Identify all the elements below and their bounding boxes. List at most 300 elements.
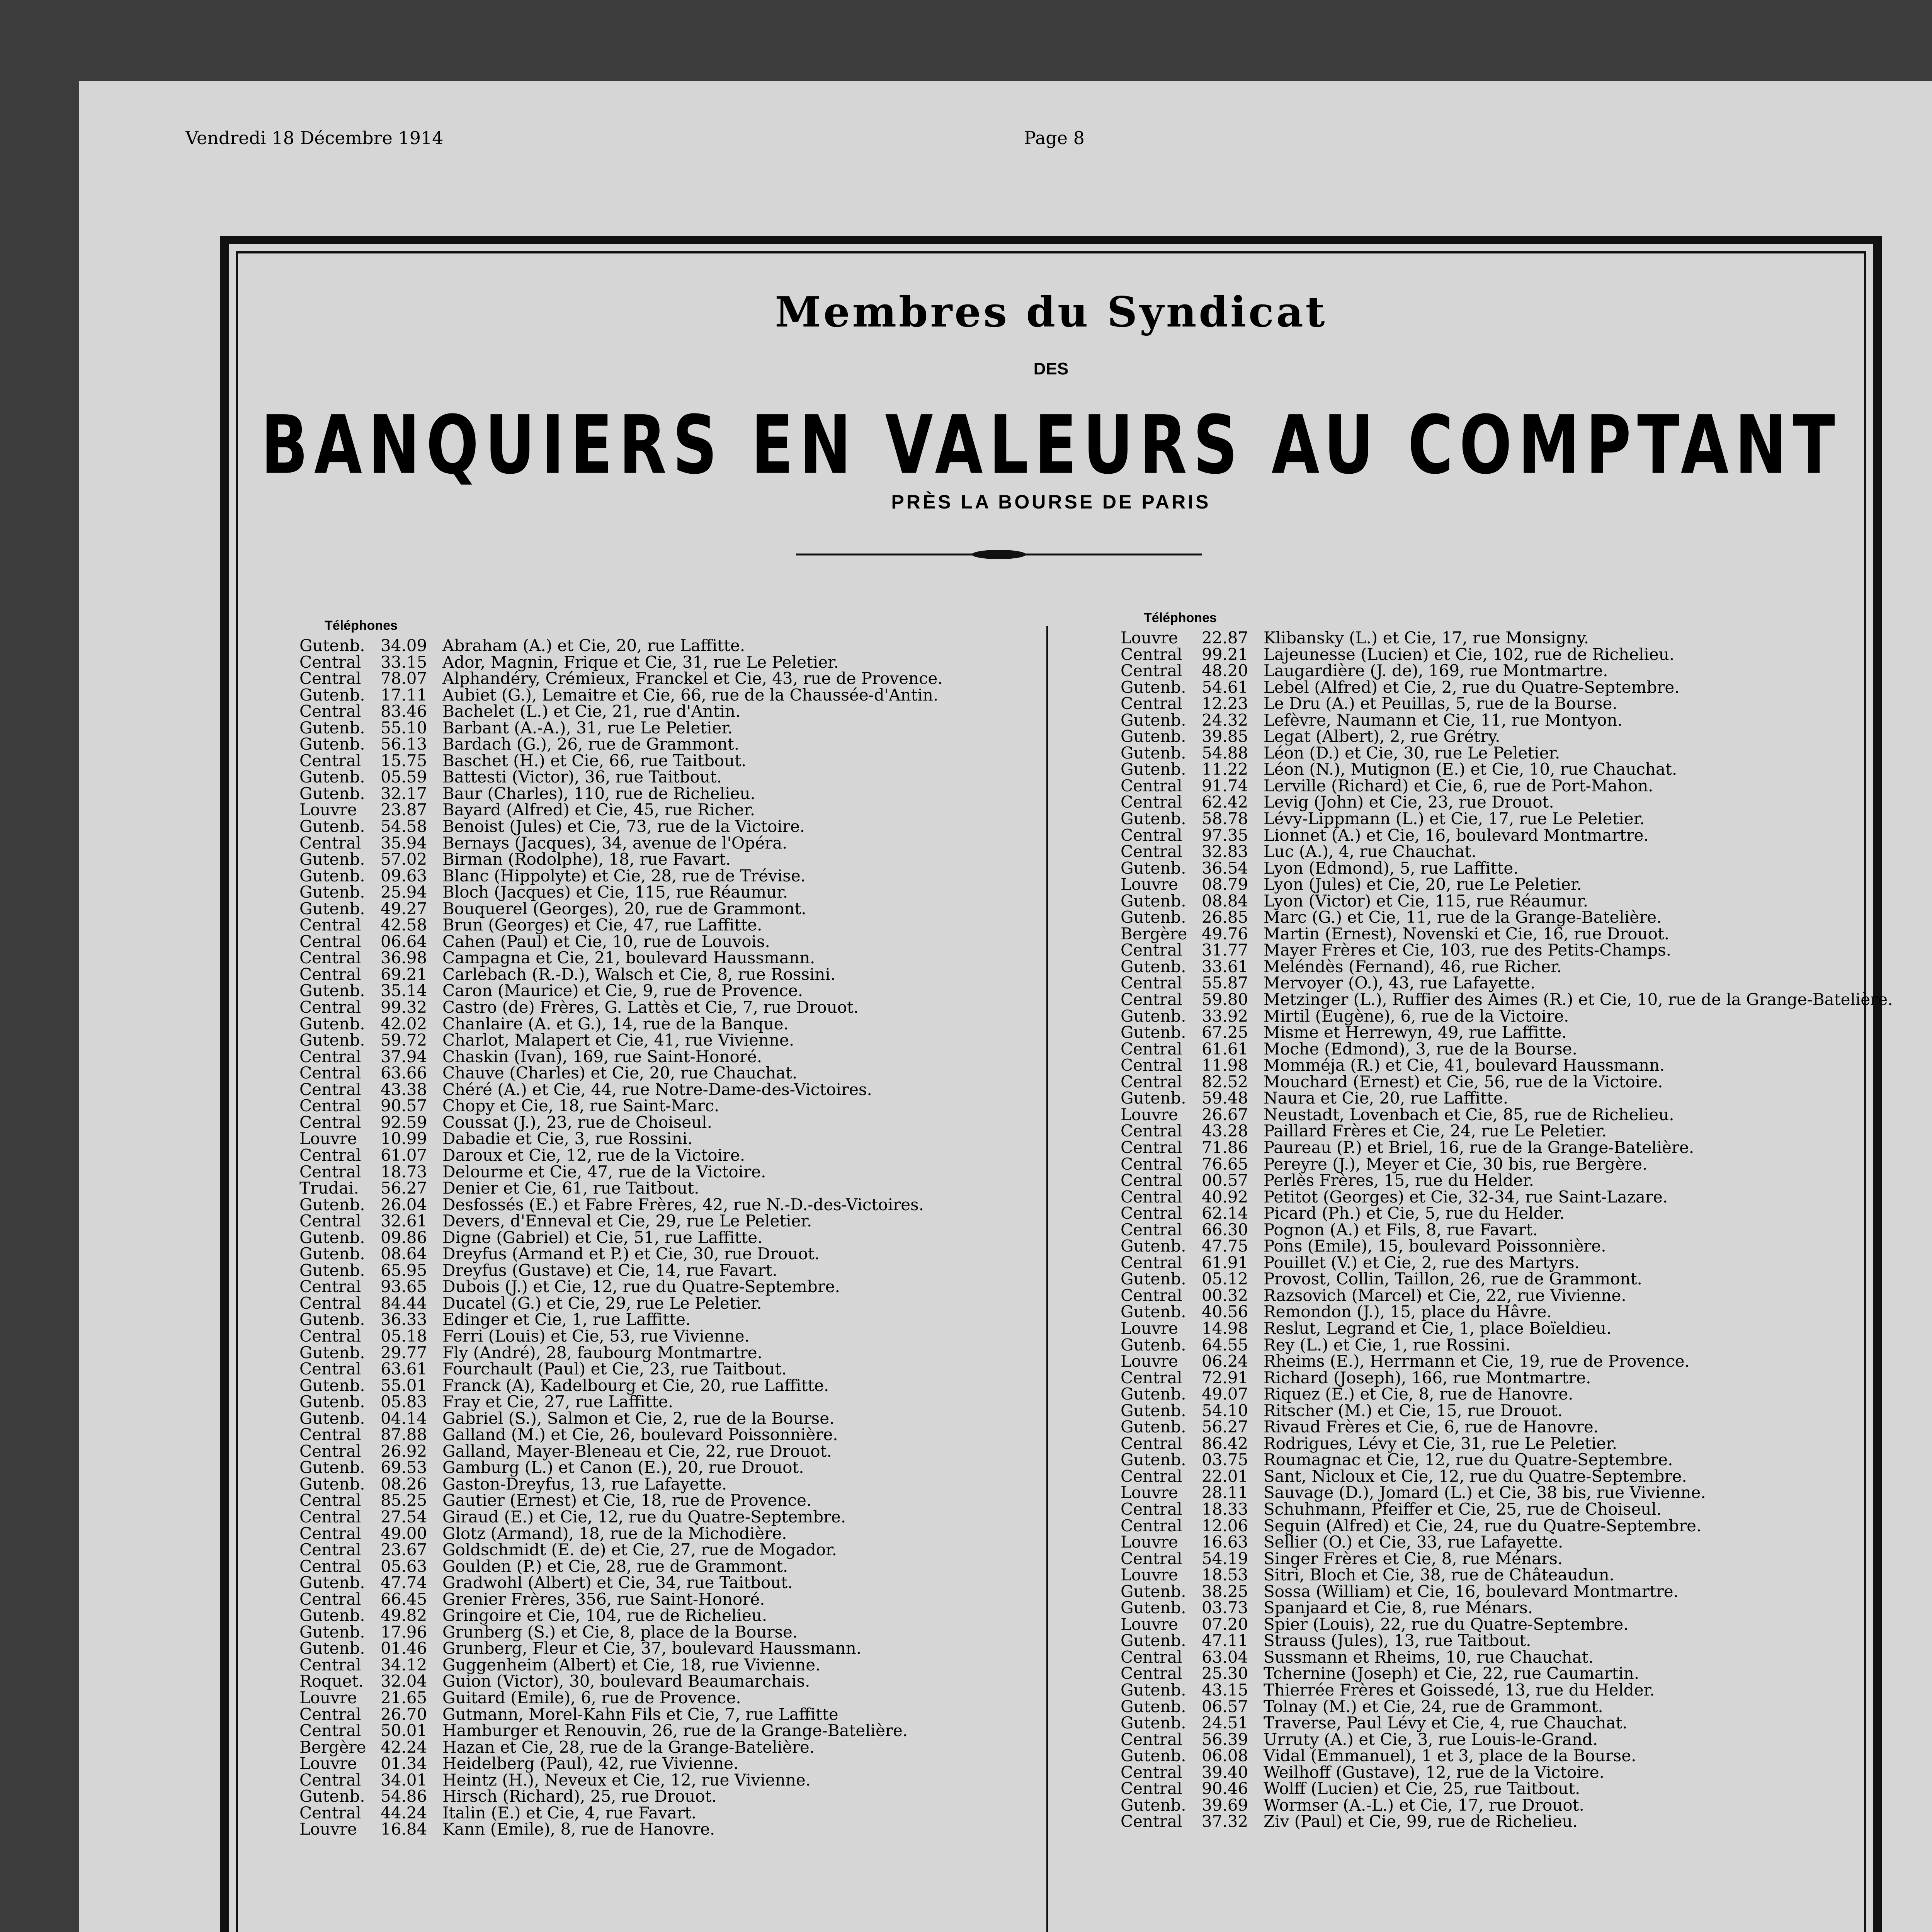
telephone-number: 56.13 [381,735,427,754]
member-entry: Sauvage (D.), Jomard (L.) et Cie, 38 bis, rue Vivienne. [1264,1483,1706,1502]
exchange-name: Gutenb. [299,1343,365,1362]
member-entry: Lyon (Edmond), 5, rue Laffitte. [1264,858,1519,878]
list-item [1121,1337,1893,1354]
exchange-name: Louvre [299,1688,357,1707]
exchange-name: Central [299,1326,361,1345]
list-item [299,1032,943,1049]
telephone-number: 09.86 [381,1228,427,1247]
exchange-name: Central [1121,1220,1182,1239]
exchange-name: Louvre [299,1129,357,1148]
exchange-name: Gutenb. [1121,1236,1186,1256]
telephone-number: 17.11 [381,685,427,704]
exchange-name: Louvre [1121,1352,1178,1371]
list-item [299,1098,943,1114]
telephone-number: 15.75 [381,751,427,770]
telephone-number: 54.88 [1202,743,1248,762]
list-item [299,1394,943,1410]
exchange-name: Central [299,833,361,852]
exchange-name: Louvre [299,1754,357,1773]
member-entry: Pouillet (V.) et Cie, 2, rue des Martyrs. [1264,1253,1580,1272]
exchange-name: Central [299,652,361,672]
list-item [299,1772,943,1789]
member-entry: Battesti (Victor), 36, rue Taitbout. [442,767,722,787]
exchange-name: Gutenb. [1121,1023,1186,1042]
member-entry: Lebel (Alfred) et Cie, 2, rue du Quatre-Septembre. [1264,677,1680,697]
list-item [1121,1041,1893,1058]
telephone-number: 32.04 [381,1672,427,1691]
exchange-name: Central [299,1491,361,1510]
list-item [1121,1567,1893,1583]
telephone-number: 37.32 [1202,1812,1248,1831]
list-item [1121,1715,1893,1731]
member-entry: Seguin (Alfred) et Cie, 24, rue du Quatre-Septembre. [1264,1516,1702,1535]
member-entry: Pereyre (J.), Meyer et Cie, 30 bis, rue Bergère. [1264,1154,1648,1173]
member-entry: Naura et Cie, 20, rue Laffitte. [1264,1088,1509,1108]
list-item [1121,1353,1893,1370]
telephone-number: 49.27 [381,899,427,918]
list-item [299,1509,943,1526]
exchange-name: Central [1121,1499,1182,1519]
telephone-number: 71.86 [1202,1138,1248,1157]
telephone-number: 63.66 [381,1063,427,1083]
telephone-number: 56.27 [381,1179,427,1198]
telephone-number: 26.85 [1202,908,1248,927]
exchange-name: Louvre [1121,875,1178,894]
exchange-name: Central [299,1080,361,1099]
exchange-name: Central [299,1112,361,1132]
member-entry: Momméja (R.) et Cie, 41, boulevard Haussmann. [1264,1056,1665,1075]
telephone-number: 59.48 [1202,1088,1248,1108]
list-item [299,1673,943,1690]
list-item [1121,827,1893,844]
telephone-number: 85.25 [381,1491,427,1510]
member-entry: Glotz (Armand), 18, rue de la Michodière. [442,1524,787,1543]
exchange-name: Central [1121,1253,1182,1272]
telephone-number: 64.55 [1202,1335,1248,1354]
member-entry: Provost, Collin, Taillon, 26, rue de Grammont. [1264,1269,1642,1289]
telephone-number: 24.32 [1202,710,1248,730]
list-item [1121,1616,1893,1633]
list-item [299,1016,943,1032]
member-entry: Carlebach (R.-D.), Walsch et Cie, 8, rue Rossini. [442,964,836,984]
exchange-name: Central [299,1096,361,1116]
telephone-number: 39.69 [1202,1795,1248,1815]
telephone-number: 82.52 [1202,1072,1248,1091]
exchange-name: Central [1121,1730,1182,1749]
telephone-number: 36.33 [381,1310,427,1329]
telephone-number: 17.96 [381,1622,427,1641]
member-entry: Mayer Frères et Cie, 103, rue des Petits-Champs. [1264,940,1672,960]
telephone-number: 43.38 [381,1080,427,1099]
list-item [1121,1699,1893,1715]
member-entry: Bernays (Jacques), 34, avenue de l'Opéra. [442,833,787,852]
member-entry: Gabriel (S.), Salmon et Cie, 2, rue de la Bourse. [442,1408,835,1428]
member-entry: Spanjaard et Cie, 8, rue Ménars. [1264,1598,1533,1617]
exchange-name: Central [1121,1154,1182,1173]
list-item [1121,1435,1893,1452]
telephone-number: 61.91 [1202,1253,1248,1272]
telephone-number: 47.75 [1202,1236,1248,1256]
telephone-number: 86.42 [1202,1434,1248,1453]
member-entry: Le Dru (A.) et Peuillas, 5, rue de la Bourse. [1264,694,1617,713]
member-entry: Mirtil (Eugène), 6, rue de la Victoire. [1264,1006,1569,1026]
list-item [299,769,943,786]
exchange-name: Louvre [299,800,357,820]
member-entry: Kann (Emile), 8, rue de Hanovre. [442,1820,715,1839]
exchange-name: Gutenb. [299,1787,365,1806]
member-entry: Italin (E.) et Cie, 4, rue Favart. [442,1803,697,1822]
list-item [1121,844,1893,860]
exchange-name: Gutenb. [299,1622,365,1641]
exchange-name: Central [1121,1812,1182,1831]
list-item [299,1213,943,1230]
member-entry: Richard (Joseph), 166, rue Montmartre. [1264,1368,1591,1387]
telephone-number: 06.24 [1202,1352,1248,1371]
exchange-name: Gutenb. [299,1639,365,1658]
telephone-number: 47.11 [1202,1631,1248,1650]
title-banquiers: BANQUIERS EN VALEURS AU COMPTANT [261,398,1841,492]
member-entry: Ducatel (G.) et Cie, 29, rue Le Peletier. [442,1293,762,1313]
member-entry: Barbant (A.-A.), 31, rue Le Peletier. [442,718,733,737]
exchange-name: Gutenb. [299,1474,365,1493]
exchange-name: Gutenb. [1121,1713,1186,1733]
member-entry: Sossa (William) et Cie, 16, boulevard Montmartre. [1264,1582,1679,1601]
exchange-name: Gutenb. [299,1244,365,1264]
list-item [299,1492,943,1509]
member-entry: Sellier (O.) et Cie, 33, rue Lafayette. [1264,1532,1563,1552]
exchange-name: Central [299,1063,361,1083]
list-item [1121,1748,1893,1764]
right-tel-header: Téléphones [1144,611,1217,625]
list-item [299,1739,943,1756]
telephone-number: 43.28 [1202,1121,1248,1141]
list-item [299,670,943,687]
list-item [299,1476,943,1493]
exchange-name: Central [299,932,361,951]
exchange-name: Central [1121,1072,1182,1091]
member-entry: Dubois (J.) et Cie, 12, rue du Quatre-Septembre. [442,1277,840,1296]
list-item [299,1558,943,1575]
list-item [299,1279,943,1295]
telephone-number: 32.17 [381,784,427,803]
telephone-number: 10.99 [381,1129,427,1148]
member-entry: Grunberg (S.) et Cie, 8, place de la Bourse. [442,1622,798,1641]
member-entry: Singer Frères et Cie, 8, rue Ménars. [1264,1549,1563,1568]
telephone-number: 12.06 [1202,1516,1248,1535]
exchange-name: Gutenb. [1121,1582,1186,1601]
left-member-list [299,638,943,1838]
member-entry: Gradwohl (Albert) et Cie, 34, rue Taitbout. [442,1573,793,1592]
exchange-name: Central [1121,1516,1182,1535]
exchange-name: Gutenb. [299,1195,365,1214]
list-item [1121,1813,1893,1830]
telephone-number: 55.10 [381,718,427,737]
exchange-name: Central [1121,1187,1182,1206]
telephone-number: 62.14 [1202,1204,1248,1223]
list-item [1121,794,1893,811]
exchange-name: Gutenb. [299,1573,365,1592]
exchange-name: Central [299,1770,361,1789]
exchange-name: Gutenb. [1121,1417,1186,1437]
exchange-name: Central [1121,990,1182,1009]
list-item [1121,1501,1893,1518]
list-item [1121,630,1893,646]
member-entry: Wolff (Lucien) et Cie, 25, rue Taitbout. [1264,1779,1580,1798]
list-item [1121,1172,1893,1189]
telephone-number: 34.12 [381,1655,427,1674]
list-item [1121,1255,1893,1271]
telephone-number: 61.61 [1202,1039,1248,1058]
member-entry: Ritscher (M.) et Cie, 15, rue Drouot. [1264,1401,1563,1420]
telephone-number: 90.57 [381,1096,427,1116]
list-item [299,917,943,934]
exchange-name: Trudai. [299,1179,359,1198]
exchange-name: Gutenb. [299,1031,365,1050]
list-item [299,983,943,999]
telephone-number: 05.59 [381,767,427,787]
member-entry: Rivaud Frères et Cie, 6, rue de Hanovre. [1264,1417,1599,1437]
member-entry: Levig (John) et Cie, 23, rue Drouot. [1264,793,1554,812]
exchange-name: Gutenb. [299,735,365,754]
exchange-name: Gutenb. [1121,1269,1186,1289]
exchange-name: Central [299,702,361,721]
list-item [1121,1551,1893,1567]
exchange-name: Central [1121,825,1182,845]
exchange-name: Gutenb. [1121,1384,1186,1404]
telephone-number: 66.30 [1202,1220,1248,1239]
list-item [1121,1304,1893,1320]
member-entry: Chauve (Charles) et Cie, 20, rue Chauchat. [442,1063,798,1083]
member-entry: Rey (L.) et Cie, 1, rue Rossini. [1264,1335,1511,1354]
list-item [1121,1057,1893,1074]
member-entry: Legat (Albert), 2, rue Grétry. [1264,727,1500,746]
member-entry: Petitot (Georges) et Cie, 32-34, rue Saint-Lazare. [1264,1187,1668,1206]
member-entry: Daroux et Cie, 12, rue de la Victoire. [442,1145,745,1165]
telephone-number: 11.22 [1202,760,1248,779]
telephone-number: 90.46 [1202,1779,1248,1798]
list-item [299,1459,943,1476]
exchange-name: Bergère [299,1737,366,1757]
list-item [299,1690,943,1706]
telephone-number: 22.87 [1202,628,1248,647]
member-entry: Campagna et Cie, 21, boulevard Haussmann. [442,948,815,968]
exchange-name: Central [299,1704,361,1724]
member-entry: Franck (A), Kadelbourg et Cie, 20, rue Laffitte. [442,1376,829,1395]
list-item [299,1624,943,1641]
telephone-number: 26.70 [381,1704,427,1724]
member-entry: Roumagnac et Cie, 12, rue du Quatre-Septembre. [1264,1450,1673,1469]
member-entry: Heidelberg (Paul), 42, rue Vivienne. [442,1754,739,1773]
list-item [299,1262,943,1279]
telephone-number: 66.45 [381,1589,427,1609]
page-number: Page 8 [1024,128,1085,148]
exchange-name: Louvre [1121,1614,1178,1634]
list-item [1121,1090,1893,1107]
exchange-name: Louvre [1121,1105,1178,1124]
exchange-name: Gutenb. [299,866,365,885]
list-item [1121,975,1893,992]
member-entry: Heintz (H.), Neveux et Cie, 12, rue Vivienne. [442,1770,811,1789]
telephone-number: 08.64 [381,1244,427,1264]
list-item [299,1575,943,1591]
telephone-number: 83.46 [381,702,427,721]
exchange-name: Central [1121,1138,1182,1157]
list-item [1121,959,1893,975]
exchange-name: Gutenb. [299,850,365,869]
list-item [299,1821,943,1838]
right-member-list [1121,630,1893,1830]
list-item [1121,1485,1893,1501]
exchange-name: Central [299,1293,361,1313]
exchange-name: Gutenb. [1121,1598,1186,1617]
list-item [299,1065,943,1082]
telephone-number: 18.73 [381,1162,427,1181]
telephone-number: 59.72 [381,1031,427,1050]
member-entry: Alphandéry, Crémieux, Franckel et Cie, 43, rue de Provence. [442,669,943,688]
exchange-name: Gutenb. [1121,858,1186,878]
list-item [299,1197,943,1213]
member-entry: Ziv (Paul) et Cie, 99, rue de Richelieu. [1264,1812,1578,1831]
telephone-number: 48.20 [1202,661,1248,680]
telephone-number: 87.88 [381,1425,427,1444]
telephone-number: 54.58 [381,817,427,836]
telephone-number: 23.67 [381,1540,427,1560]
telephone-number: 36.54 [1202,858,1248,878]
list-item [1121,778,1893,794]
member-entry: Pognon (A.) et Fils, 8, rue Favart. [1264,1220,1538,1239]
telephone-number: 47.74 [381,1573,427,1592]
column-divider [1046,626,1048,1932]
list-item [299,1131,943,1147]
member-entry: Bachelet (L.) et Cie, 21, rue d'Antin. [442,702,741,721]
list-item [299,1147,943,1164]
exchange-name: Gutenb. [1121,677,1186,697]
exchange-name: Central [1121,793,1182,812]
telephone-number: 38.25 [1202,1582,1248,1601]
member-entry: Bardach (G.), 26, rue de Grammont. [442,735,740,754]
telephone-number: 55.87 [1202,973,1248,993]
telephone-number: 56.39 [1202,1730,1248,1749]
telephone-number: 25.30 [1202,1664,1248,1683]
list-item [1121,1518,1893,1534]
member-entry: Gautier (Ernest) et Cie, 18, rue de Provence. [442,1491,812,1510]
member-entry: Delourme et Cie, 47, rue de la Victoire. [442,1162,766,1181]
telephone-number: 63.04 [1202,1647,1248,1667]
member-entry: Léon (N.), Mutignon (E.) et Cie, 10, rue Chauchat. [1264,760,1677,779]
member-entry: Neustadt, Lovenbach et Cie, 85, rue de Richelieu. [1264,1105,1674,1124]
member-entry: Chopy et Cie, 18, rue Saint-Marc. [442,1096,719,1116]
exchange-name: Louvre [1121,1532,1178,1552]
list-item [1121,811,1893,827]
list-item [1121,1682,1893,1699]
telephone-number: 16.63 [1202,1532,1248,1552]
exchange-name: Central [1121,1039,1182,1058]
exchange-name: Central [299,1540,361,1560]
telephone-number: 76.65 [1202,1154,1248,1173]
telephone-number: 84.44 [381,1293,427,1313]
member-entry: Gaston-Dreyfus, 13, rue Lafayette. [442,1474,727,1493]
list-item [299,1657,943,1673]
list-item [1121,1024,1893,1041]
list-item [299,1542,943,1558]
exchange-name: Gutenb. [299,817,365,836]
list-item [1121,1189,1893,1206]
exchange-name: Central [1121,1779,1182,1798]
telephone-number: 58.78 [1202,809,1248,828]
list-item [1121,1156,1893,1173]
member-entry: Gutmann, Morel-Kahn Fils et Cie, 7, rue Laffitte [442,1704,838,1724]
list-item [299,736,943,753]
member-entry: Devers, d'Enneval et Cie, 29, rue Le Peletier. [442,1211,812,1231]
exchange-name: Central [299,751,361,770]
exchange-name: Louvre [1121,1565,1178,1585]
exchange-name: Central [299,1425,361,1444]
list-item [1121,663,1893,679]
member-entry: Giraud (E.) et Cie, 12, rue du Quatre-Septembre. [442,1507,846,1526]
member-entry: Mouchard (Ernest) et Cie, 56, rue de la Victoire. [1264,1072,1663,1091]
member-entry: Wormser (A.-L.) et Cie, 17, rue Drouot. [1264,1795,1584,1815]
exchange-name: Central [1121,1664,1182,1683]
exchange-name: Central [1121,1204,1182,1223]
member-entry: Luc (A.), 4, rue Chauchat. [1264,842,1476,861]
list-item [1121,1370,1893,1386]
telephone-number: 49.76 [1202,924,1248,943]
exchange-name: Gutenb. [299,718,365,737]
member-entry: Sant, Nicloux et Cie, 12, rue du Quatre-Septembre. [1264,1466,1687,1486]
list-item [299,1410,943,1427]
left-tel-header: Téléphones [325,618,398,633]
telephone-number: 54.61 [1202,677,1248,697]
exchange-name: Central [299,669,361,688]
member-entry: Lyon (Victor) et Cie, 115, rue Réaumur. [1264,891,1588,910]
telephone-number: 40.92 [1202,1187,1248,1206]
telephone-number: 99.32 [381,998,427,1017]
member-entry: Sussmann et Rheims, 10, rue Chauchat. [1264,1647,1594,1667]
exchange-name: Gutenb. [1121,1680,1186,1699]
member-entry: Urruty (A.) et Cie, 3, rue Louis-le-Grand. [1264,1730,1598,1749]
member-entry: Lyon (Jules) et Cie, 20, rue Le Peletier. [1264,875,1582,894]
member-entry: Baur (Charles), 110, rue de Richelieu. [442,784,755,803]
member-entry: Lévy-Lippmann (L.) et Cie, 17, rue Le Peletier. [1264,809,1645,828]
member-entry: Weilhoff (Gustave), 12, rue de la Victoire. [1264,1762,1604,1782]
exchange-name: Central [1121,1762,1182,1782]
exchange-name: Central [1121,694,1182,713]
member-entry: Schuhmann, Pfeiffer et Cie, 25, rue de Choiseul. [1264,1499,1662,1519]
exchange-name: Central [1121,645,1182,664]
exchange-name: Gutenb. [299,1014,365,1033]
list-item [299,1607,943,1624]
telephone-number: 21.65 [381,1688,427,1707]
exchange-name: Gutenb. [299,899,365,918]
telephone-number: 39.40 [1202,1762,1248,1782]
list-item [1121,876,1893,893]
title-pres-bourse: PRÈS LA BOURSE DE PARIS [891,491,1211,513]
member-entry: Traverse, Paul Lévy et Cie, 4, rue Chauchat. [1264,1713,1628,1733]
list-item [299,1246,943,1262]
telephone-number: 28.11 [1202,1483,1248,1502]
list-item [299,1328,943,1345]
telephone-number: 72.91 [1202,1368,1248,1387]
exchange-name: Gutenb. [1121,891,1186,910]
list-item [1121,1222,1893,1238]
list-item [299,786,943,802]
list-item [299,901,943,917]
exchange-name: Gutenb. [1121,957,1186,976]
telephone-number: 61.07 [381,1145,427,1165]
telephone-number: 34.01 [381,1770,427,1789]
exchange-name: Louvre [1121,1318,1178,1338]
telephone-number: 01.34 [381,1754,427,1773]
